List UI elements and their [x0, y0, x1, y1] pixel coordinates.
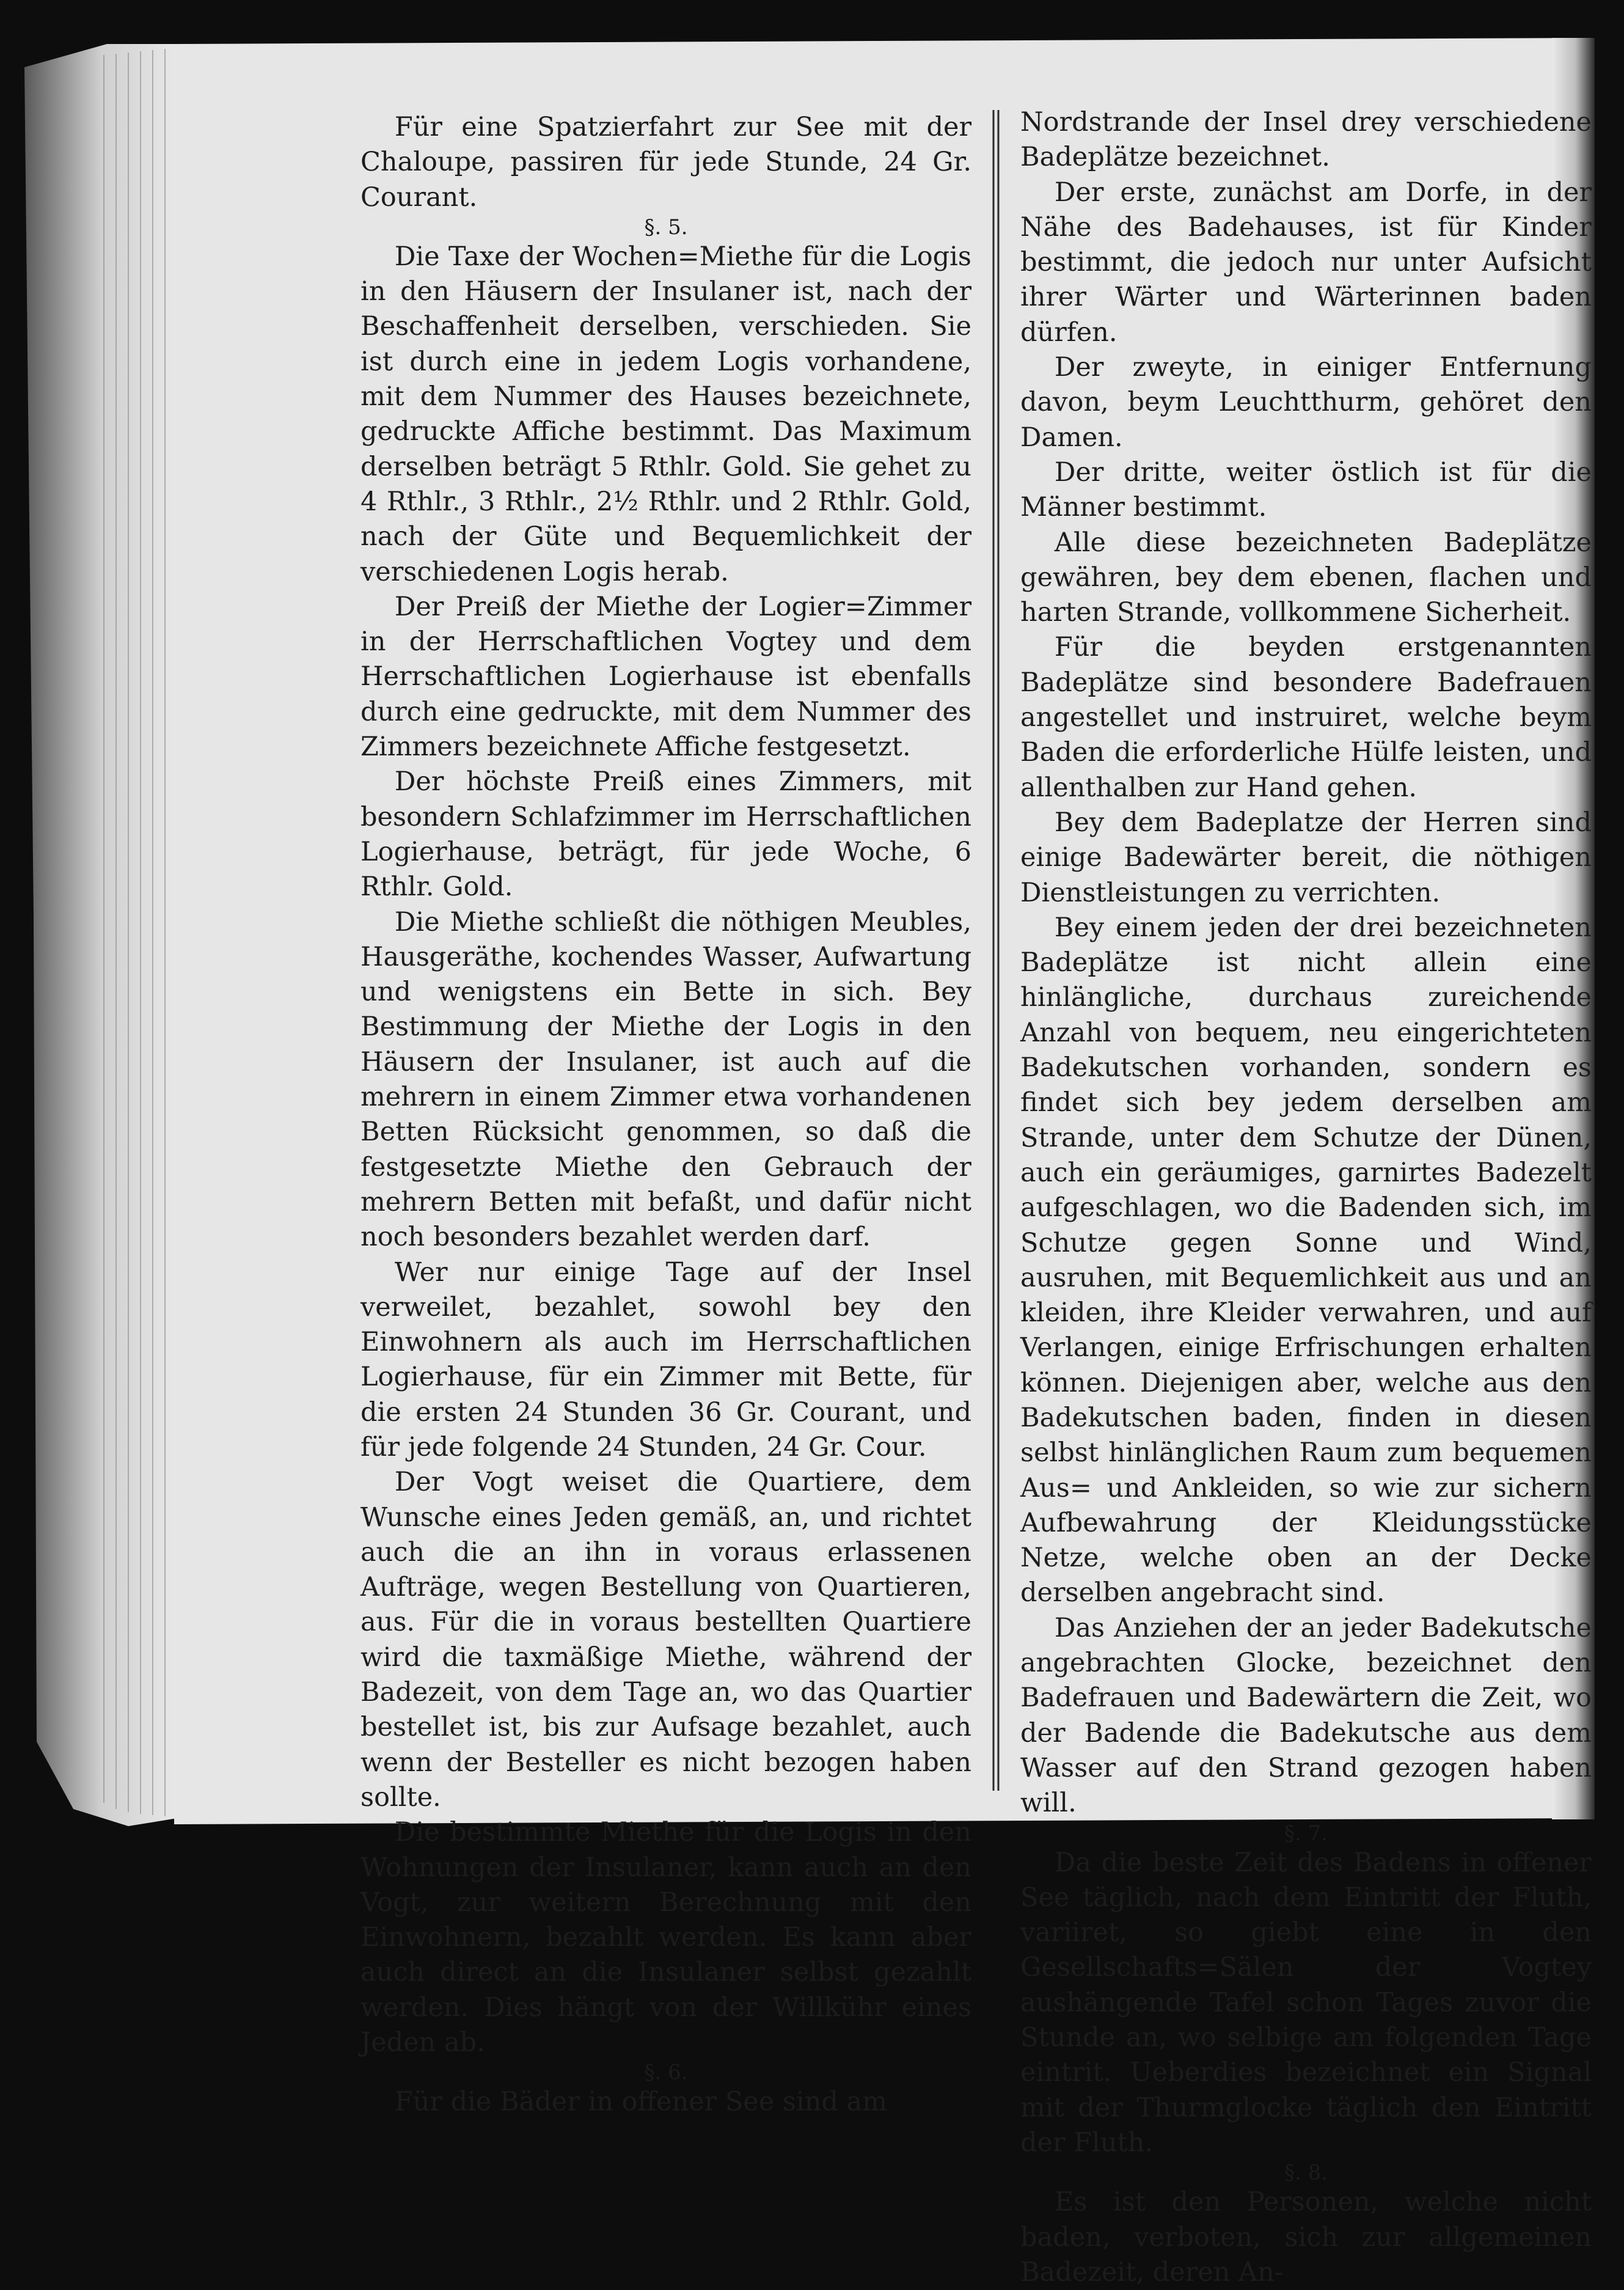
paragraph: Nordstrande der Insel drey verschiedene Badeplätze bezeichnet.	[1020, 107, 1592, 173]
paragraph: Alle diese bezeichneten Badeplätze gewähren, bey dem ebenen, flachen und harten Strande, vollkommene Sicherheit.	[1020, 527, 1592, 628]
paragraph: Der höchste Preiß eines Zimmers, mit besondern Schlafzimmer im Herrschaftlichen Logierhause, beträgt, für jede Woche, 6 Rthlr. Gold.	[360, 766, 971, 903]
paragraph: Die bestimmte Miethe für die Logis in den Wohnungen der Insulaner, kann auch an den Vogt, zur weitern Berechnung mit den Einwohnern, bezahlt werden. Es kann aber auch direct an die Insulaner selbst gezahlt werden. Dies hängt von der Willkühr eines Jeden ab.	[360, 1817, 971, 2058]
section-number: §. 7.	[1284, 1821, 1328, 1846]
paragraph: Der dritte, weiter östlich ist für die Männer bestimmt.	[1020, 457, 1592, 523]
right-text-column	[1020, 105, 1592, 2290]
section-number: §. 5.	[644, 215, 688, 240]
paragraph: Der erste, zunächst am Dorfe, in der Nähe des Badehauses, ist für Kinder bestimmt, die jedoch nur unter Aufsicht ihrer Wärter und Wärterinnen baden dürfen.	[1020, 177, 1592, 348]
paragraph: Bey einem jeden der drei bezeichneten Badeplätze ist nicht allein eine hinlängliche, durchaus zureichende Anzahl von bequem, neu eingerichteten Badekutschen vorhanden, sondern es findet sich bey jedem derselben am Strande, unter dem Schutze der Dünen, auch ein geräumiges, garnirtes Badezelt aufgeschlagen, wo die Badenden sich, im Schutze gegen Sonne und Wind, ausruhen, mit Bequemlichkeit aus und an kleiden, ihre Kleider verwahren, und auf Verlangen, einige Erfrischungen erhalten können. Diejenigen aber, welche aus den Badekutschen baden, finden in diesen selbst hinlänglichen Raum zum bequemen Aus= und Ankleiden, so wie zur sichern Aufbewahrung der Kleidungsstücke Netze, welche oben an der Decke derselben angebracht sind.	[1020, 912, 1592, 1609]
section-number: §. 6.	[644, 2060, 688, 2085]
paragraph: Für eine Spatzierfahrt zur See mit der Chaloupe, passiren für jede Stunde, 24 Gr. Courant.	[360, 112, 971, 213]
paragraph: Das Anziehen der an jeder Badekutsche angebrachten Glocke, bezeichnet den Badefrauen und Badewärtern die Zeit, wo der Badende die Badekutsche aus dem Wasser auf den Strand gezogen haben will.	[1020, 1612, 1592, 1819]
page-stack-edge	[24, 44, 177, 1826]
paragraph: Bey dem Badeplatze der Herren sind einige Badewärter bereit, die nöthigen Dienstleistungen zu verrichten.	[1020, 807, 1592, 908]
paragraph: Für die beyden erstgenannten Badeplätze sind besondere Badefrauen angestellet und instruiret, welche beym Baden die erforderliche Hülfe leisten, und allenthalben zur Hand gehen.	[1020, 632, 1592, 803]
paragraph: Da die beste Zeit des Badens in offener See täglich, nach dem Eintritt der Fluth, variiret, so giebt eine in den Gesellschafts=Sälen der Vogtey aushängende Tafel schon Tages zuvor die Stunde an, wo selbige am folgenden Tage eintrit. Ueberdies bezeichnet ein Signal mit der Thurmglocke täglich den Eintritt der Fluth.	[1020, 1847, 1592, 2158]
left-text-column	[360, 110, 971, 2120]
paragraph: Der Vogt weiset die Quartiere, dem Wunsche eines Jeden gemäß, an, und richtet auch die an ihn in voraus erlassenen Aufträge, wegen Bestellung von Quartieren, aus. Für die in voraus bestellten Quartiere wird die taxmäßige Miethe, während der Badezeit, von dem Tage an, wo das Quartier bestellet ist, bis zur Aufsage bezahlet, auch wenn der Besteller es nicht bezogen haben sollte.	[360, 1467, 971, 1813]
paragraph: Es ist den Personen, welche nicht baden, verboten, sich zur allgemeinen Badezeit, deren An-	[1020, 2187, 1592, 2288]
paragraph: Der zweyte, in einiger Entfernung davon, beym Leuchtthurm, gehöret den Damen.	[1020, 352, 1592, 453]
paragraph: Die Taxe der Wochen=Miethe für die Logis in den Häusern der Insulaner ist, nach der Beschaffenheit derselben, verschieden. Sie ist durch eine in jedem Logis vorhandene, mit dem Nummer des Hauses bezeichnete, gedruckte Affiche bestimmt. Das Maximum derselben beträgt 5 Rthlr. Gold. Sie gehet zu 4 Rthlr., 3 Rthlr., 2½ Rthlr. und 2 Rthlr. Gold, nach der Güte und Bequemlichkeit der verschiedenen Logis herab.	[360, 241, 971, 587]
section-number: §. 8.	[1284, 2160, 1328, 2185]
paragraph: Wer nur einige Tage auf der Insel verweilet, bezahlet, sowohl bey den Einwohnern als auch im Herrschaftlichen Logierhause, für ein Zimmer mit Bette, für die ersten 24 Stunden 36 Gr. Courant, und für jede folgende 24 Stunden, 24 Gr. Cour.	[360, 1257, 971, 1462]
paragraph: Für die Bäder in offener See sind am	[394, 2086, 887, 2118]
paragraph: Der Preiß der Miethe der Logier=Zimmer in der Herrschaftlichen Vogtey und dem Herrschaftlichen Logierhause ist ebenfalls durch eine gedruckte, mit dem Nummer des Zimmers bezeichnete Affiche festgesetzt.	[360, 591, 971, 763]
paragraph: Die Miethe schließt die nöthigen Meubles, Hausgeräthe, kochendes Wasser, Aufwartung und wenigstens ein Bette in sich. Bey Bestimmung der Miethe der Logis in den Häusern der Insulaner, ist auch auf die mehrern in einem Zimmer etwa vorhandenen Betten Rücksicht genommen, so daß die festgesetzte Miethe den Gebrauch der mehrern Betten mit befaßt, und dafür nicht noch besonders bezahlet werden darf.	[360, 906, 971, 1253]
